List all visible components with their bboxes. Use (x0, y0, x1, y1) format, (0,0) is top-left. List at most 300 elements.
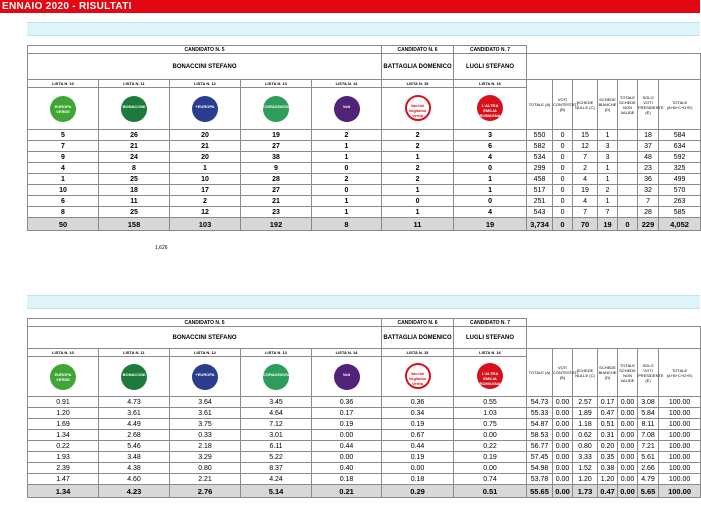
section-band-top (27, 22, 700, 36)
table-cell: 24 (99, 152, 170, 163)
table-cell: 0.19 (312, 419, 382, 430)
table-cell: 54.73 (527, 397, 553, 408)
table-cell: 0.44 (382, 441, 454, 452)
table-cell: 28 (638, 207, 659, 218)
table-cell: 2.39 (28, 463, 99, 474)
table-cell: 2 (312, 130, 382, 141)
table-cell: 0 (312, 185, 382, 196)
table-cell: 0.00 (553, 430, 573, 441)
table-cell: 0.62 (573, 430, 598, 441)
table-cell: 0.00 (618, 430, 638, 441)
table-cell: 3.75 (170, 419, 241, 430)
list-label: LISTA N. 14 (312, 80, 382, 88)
total-row (28, 218, 701, 231)
table-cell: 38 (241, 152, 312, 163)
candidate-5-header: CANDIDATO N. 5 (28, 46, 382, 54)
total-cell: 19 (454, 218, 527, 231)
table-cell: 8 (28, 207, 99, 218)
table-cell: 325 (659, 163, 701, 174)
list-label: LISTA N. 13 (241, 349, 312, 357)
spacer (527, 54, 701, 80)
table-cell: 27 (241, 185, 312, 196)
candidate-6-header: CANDIDATO N. 6 (382, 46, 454, 54)
party-logo-icon: EUROPA VERDE (50, 364, 76, 390)
table-cell: 1.20 (28, 408, 99, 419)
table-cell: 2 (573, 163, 598, 174)
candidate-7-header: CANDIDATO N. 7 (454, 46, 527, 54)
table-cell (618, 185, 638, 196)
table-cell: 15 (573, 130, 598, 141)
table-cell: 0.00 (618, 408, 638, 419)
list-label: LISTA N. 15 (382, 349, 454, 357)
table-cell: 7 (573, 152, 598, 163)
table-cell: 7 (28, 141, 99, 152)
total-cell: 55.65 (527, 485, 553, 498)
list-logo-cell (99, 357, 170, 397)
table-cell: 2.66 (638, 463, 659, 474)
table-cell: 0 (553, 185, 573, 196)
total-cell: 0.00 (618, 485, 638, 498)
total-cell: 5.65 (638, 485, 659, 498)
table-cell: 0.18 (382, 474, 454, 485)
table-cell: 0.75 (454, 419, 527, 430)
table-cell: 100.00 (659, 408, 701, 419)
table-cell (618, 163, 638, 174)
party-logo-icon: EUROPA VERDE (50, 96, 76, 122)
table-row (28, 430, 701, 441)
table-cell: 23 (638, 163, 659, 174)
candidate-5-header: CANDIDATO N. 5 (28, 319, 382, 327)
table-cell: 0.00 (553, 408, 573, 419)
table-cell: 26 (99, 130, 170, 141)
table-cell: 0.74 (454, 474, 527, 485)
table-cell: 0.36 (312, 397, 382, 408)
stat-header: SOLO VOTI PRESIDENTE (E) (638, 80, 659, 130)
table-cell: 0 (454, 163, 527, 174)
total-cell: 70 (573, 218, 598, 231)
party-logo-icon: BONACCINI (121, 364, 147, 390)
total-cell: 0.47 (598, 485, 618, 498)
total-cell: 19 (598, 218, 618, 231)
list-label: LISTA N. 11 (99, 80, 170, 88)
table-row (28, 397, 701, 408)
table-cell: 56.77 (527, 441, 553, 452)
table-cell: 8.11 (638, 419, 659, 430)
subtotal-note: 1,626 (155, 245, 168, 251)
table-cell: 0 (312, 163, 382, 174)
table-cell: 2 (382, 163, 454, 174)
table-cell: 1 (312, 152, 382, 163)
table-cell: 54.87 (527, 419, 553, 430)
table-cell: 7 (598, 207, 618, 218)
table-cell: 3.61 (170, 408, 241, 419)
table-cell: 0.00 (618, 463, 638, 474)
list-logo-cell (28, 357, 99, 397)
stat-header: TOTALE SCHEDE NON VALIDE (618, 349, 638, 397)
table-row (28, 174, 701, 185)
table-cell: 2.18 (170, 441, 241, 452)
candidate-6-header: CANDIDATO N. 6 (382, 319, 454, 327)
table-cell: 0.40 (312, 463, 382, 474)
table-cell: 8 (99, 163, 170, 174)
candidate-6-name: BATTAGLIA DOMENICO (382, 327, 454, 349)
list-logo-cell (454, 357, 527, 397)
table-cell (618, 152, 638, 163)
table-cell: 4 (454, 152, 527, 163)
table-cell: 0.36 (382, 397, 454, 408)
table-cell: 4.24 (241, 474, 312, 485)
table-cell: 4.49 (99, 419, 170, 430)
party-logo-icon: CORAGGIOSA (263, 96, 289, 122)
table-cell: 1.93 (28, 452, 99, 463)
list-label: LISTA N. 10 (28, 80, 99, 88)
total-row (28, 485, 701, 498)
table-cell: 3.48 (99, 452, 170, 463)
table-row (28, 130, 701, 141)
table-cell: 1 (598, 163, 618, 174)
stat-header: TOTALE (A) (527, 349, 553, 397)
table-cell: 19 (241, 130, 312, 141)
list-label: LISTA N. 14 (312, 349, 382, 357)
table-cell: 0.19 (382, 452, 454, 463)
table-row (28, 152, 701, 163)
table-cell: 1 (382, 207, 454, 218)
table-cell: 7 (573, 207, 598, 218)
table-cell: 0 (553, 174, 573, 185)
table-cell: 36 (638, 174, 659, 185)
table-cell: 1 (382, 152, 454, 163)
table-cell: 263 (659, 196, 701, 207)
stat-header: SCHEDE BIANCHE (D) (598, 80, 618, 130)
table-cell: 0.31 (598, 430, 618, 441)
table-cell: 585 (659, 207, 701, 218)
total-cell: 158 (99, 218, 170, 231)
table-cell: 0.00 (553, 474, 573, 485)
table-cell: 0.00 (618, 474, 638, 485)
stat-header: TOTALE (A) (527, 80, 553, 130)
total-cell: 0.21 (312, 485, 382, 498)
table-cell: 2 (598, 185, 618, 196)
table-cell: 2 (312, 174, 382, 185)
spacer (527, 46, 701, 54)
table-cell: 0.17 (312, 408, 382, 419)
list-label: LISTA N. 16 (454, 80, 527, 88)
table-cell: 0.22 (28, 441, 99, 452)
table-cell: 499 (659, 174, 701, 185)
list-logo-cell (382, 357, 454, 397)
table-cell: 4.79 (638, 474, 659, 485)
table-row (28, 196, 701, 207)
table-cell: 5.84 (638, 408, 659, 419)
table-cell: 57.45 (527, 452, 553, 463)
stat-header: TOTALE SCHEDE NON VALIDE (618, 80, 638, 130)
table-cell: 1.89 (573, 408, 598, 419)
votes-table (27, 45, 701, 231)
table-cell: 1.20 (598, 474, 618, 485)
candidate-6-name: BATTAGLIA DOMENICO (382, 54, 454, 80)
table-cell: 0.00 (553, 397, 573, 408)
table-cell: 3.29 (170, 452, 241, 463)
table-cell: 2 (382, 174, 454, 185)
table-cell: 0.00 (454, 430, 527, 441)
total-cell: 0.29 (382, 485, 454, 498)
party-logo-icon: Volt (334, 364, 360, 390)
table-cell: 1.03 (454, 408, 527, 419)
table-row (28, 452, 701, 463)
table-cell: 55.33 (527, 408, 553, 419)
table-cell: 1.52 (573, 463, 598, 474)
table-row (28, 463, 701, 474)
table-cell: 4 (454, 207, 527, 218)
table-cell: 12 (573, 141, 598, 152)
table-cell: 27 (241, 141, 312, 152)
table-cell: 4.60 (99, 474, 170, 485)
total-cell: 0 (553, 218, 573, 231)
table-cell: 11 (99, 196, 170, 207)
table-cell: 0.19 (454, 452, 527, 463)
table-row (28, 141, 701, 152)
table-cell: 5.22 (241, 452, 312, 463)
table-cell: 8.37 (241, 463, 312, 474)
section-band-bottom (27, 295, 700, 309)
table-cell: 0 (454, 196, 527, 207)
table-cell: 100.00 (659, 441, 701, 452)
list-label: LISTA N. 11 (99, 349, 170, 357)
stat-header: SOLO VOTI PRESIDENTE (E) (638, 349, 659, 397)
table-cell: 19 (573, 185, 598, 196)
table-cell: 3.01 (241, 430, 312, 441)
table-cell: 25 (99, 174, 170, 185)
table-cell: 0 (553, 130, 573, 141)
table-cell (618, 141, 638, 152)
table-cell: 0.20 (598, 441, 618, 452)
table-cell: 584 (659, 130, 701, 141)
table-cell: 0.35 (598, 452, 618, 463)
table-cell: 4 (573, 196, 598, 207)
list-logo-cell (312, 357, 382, 397)
table-cell: 3 (598, 141, 618, 152)
table-cell: 2.57 (573, 397, 598, 408)
total-cell: 4.23 (99, 485, 170, 498)
total-cell: 5.14 (241, 485, 312, 498)
table-cell: 3 (454, 130, 527, 141)
table-cell: 7.12 (241, 419, 312, 430)
table-cell: 1 (598, 174, 618, 185)
table-cell: 1.20 (573, 474, 598, 485)
table-cell: 21 (170, 141, 241, 152)
table-cell: 100.00 (659, 452, 701, 463)
table-cell: 1 (28, 174, 99, 185)
list-logo-cell (312, 88, 382, 130)
table-cell: 0.00 (618, 452, 638, 463)
table-cell: 0.55 (454, 397, 527, 408)
table-cell: 1.34 (28, 430, 99, 441)
table-cell: 20 (170, 130, 241, 141)
candidate-5-name: BONACCINI STEFANO (28, 54, 382, 80)
table-cell: 3.64 (170, 397, 241, 408)
table-cell: 0.80 (573, 441, 598, 452)
table-cell: 10 (170, 174, 241, 185)
table-cell: 0.80 (170, 463, 241, 474)
spacer (527, 319, 701, 327)
party-logo-icon: L'ALTRA EMILIA ROMAGNA (477, 363, 503, 389)
party-logo-icon: +EUROPA (192, 364, 218, 390)
table-cell: 17 (170, 185, 241, 196)
table-cell: 1 (312, 141, 382, 152)
table-cell: 3.33 (573, 452, 598, 463)
table-cell: 0.00 (618, 441, 638, 452)
table-cell: 4 (28, 163, 99, 174)
table-cell: 3.45 (241, 397, 312, 408)
list-logo-cell (170, 357, 241, 397)
table-cell: 0.17 (598, 397, 618, 408)
table-cell: 3.08 (638, 397, 659, 408)
table-cell (618, 130, 638, 141)
table-cell: 7 (638, 196, 659, 207)
total-cell: 3,734 (527, 218, 553, 231)
total-cell: 229 (638, 218, 659, 231)
table-cell: 299 (527, 163, 553, 174)
total-cell: 192 (241, 218, 312, 231)
table-cell: 1 (312, 196, 382, 207)
table-cell: 6.11 (241, 441, 312, 452)
table-cell: 0.00 (382, 463, 454, 474)
total-cell: 1.34 (28, 485, 99, 498)
list-logo-cell (241, 357, 312, 397)
total-cell: 103 (170, 218, 241, 231)
list-logo-cell (170, 88, 241, 130)
table-cell: 5.46 (99, 441, 170, 452)
table-cell: 0.00 (454, 463, 527, 474)
table-cell: 0.18 (312, 474, 382, 485)
total-cell: 11 (382, 218, 454, 231)
table-cell: 0.00 (618, 397, 638, 408)
table-row (28, 207, 701, 218)
table-cell: 3 (598, 152, 618, 163)
table-cell (618, 196, 638, 207)
table-cell: 550 (527, 130, 553, 141)
total-cell: 8 (312, 218, 382, 231)
table-row (28, 408, 701, 419)
table-cell: 2.21 (170, 474, 241, 485)
table-cell: 0.00 (553, 452, 573, 463)
table-cell: 5.61 (638, 452, 659, 463)
list-label: LISTA N. 15 (382, 80, 454, 88)
table-cell: 0.19 (382, 419, 454, 430)
table-cell: 6 (454, 141, 527, 152)
list-logo-cell (28, 88, 99, 130)
table-cell: 48 (638, 152, 659, 163)
table-cell: 100.00 (659, 430, 701, 441)
table-cell: 1.18 (573, 419, 598, 430)
table-cell: 4.64 (241, 408, 312, 419)
list-logo-cell (241, 88, 312, 130)
party-logo-icon: +EUROPA (192, 96, 218, 122)
total-cell: 0.00 (553, 485, 573, 498)
table-cell: 1 (454, 174, 527, 185)
table-row (28, 185, 701, 196)
table-cell: 54.98 (527, 463, 553, 474)
table-cell: 0.22 (454, 441, 527, 452)
table-cell: 592 (659, 152, 701, 163)
list-label: LISTA N. 12 (170, 349, 241, 357)
party-logo-icon: Vaccini Vogliamo Verità (405, 363, 431, 389)
table-cell: 1 (382, 185, 454, 196)
list-label: LISTA N. 16 (454, 349, 527, 357)
table-cell: 12 (170, 207, 241, 218)
table-cell: 2.68 (99, 430, 170, 441)
table-cell: 100.00 (659, 419, 701, 430)
table-cell: 28 (241, 174, 312, 185)
list-label: LISTA N. 10 (28, 349, 99, 357)
table-cell: 9 (241, 163, 312, 174)
stat-header: VOTI CONTESTATI (B) (553, 80, 573, 130)
party-logo-icon: Volt (334, 96, 360, 122)
table-cell: 5 (28, 130, 99, 141)
table-cell: 0.47 (598, 408, 618, 419)
total-cell: 2.76 (170, 485, 241, 498)
table-cell: 0 (553, 163, 573, 174)
table-cell: 4.73 (99, 397, 170, 408)
title-banner (0, 0, 700, 13)
table-cell: 2 (382, 130, 454, 141)
table-cell (618, 174, 638, 185)
list-logo-cell (382, 88, 454, 130)
total-cell: 4,052 (659, 218, 701, 231)
table-cell: 32 (638, 185, 659, 196)
table-cell: 1.69 (28, 419, 99, 430)
table-cell: 7.08 (638, 430, 659, 441)
percentages-table (27, 318, 701, 498)
table-cell: 0.00 (312, 430, 382, 441)
table-cell: 0.00 (618, 419, 638, 430)
table-cell: 1 (312, 207, 382, 218)
table-cell: 0.00 (553, 419, 573, 430)
table-cell: 18 (99, 185, 170, 196)
table-cell: 0.34 (382, 408, 454, 419)
table-cell: 1 (598, 196, 618, 207)
list-label: LISTA N. 12 (170, 80, 241, 88)
table-cell: 21 (99, 141, 170, 152)
table-cell: 4.38 (99, 463, 170, 474)
table-cell: 0.38 (598, 463, 618, 474)
table-cell: 534 (527, 152, 553, 163)
table-cell: 10 (28, 185, 99, 196)
total-cell: 1.73 (573, 485, 598, 498)
list-label: LISTA N. 13 (241, 80, 312, 88)
table-cell: 582 (527, 141, 553, 152)
table-cell: 1 (598, 130, 618, 141)
party-logo-icon: Vaccini Vogliamo Verità (405, 95, 431, 121)
table-cell: 0.00 (553, 463, 573, 474)
table-cell: 100.00 (659, 463, 701, 474)
table-cell: 4 (573, 174, 598, 185)
table-cell: 20 (170, 152, 241, 163)
table-cell: 0.33 (170, 430, 241, 441)
stat-header: TOTALE (A+B+C+D+E) (659, 349, 701, 397)
table-cell (618, 207, 638, 218)
table-cell: 0 (553, 196, 573, 207)
party-logo-icon: CORAGGIOSA (263, 364, 289, 390)
table-cell: 517 (527, 185, 553, 196)
table-row (28, 441, 701, 452)
total-cell: 0 (618, 218, 638, 231)
table-row (28, 163, 701, 174)
stat-header: SCHEDE NULLE (C) (573, 349, 598, 397)
table-cell: 543 (527, 207, 553, 218)
table-cell: 53.78 (527, 474, 553, 485)
total-cell: 50 (28, 218, 99, 231)
